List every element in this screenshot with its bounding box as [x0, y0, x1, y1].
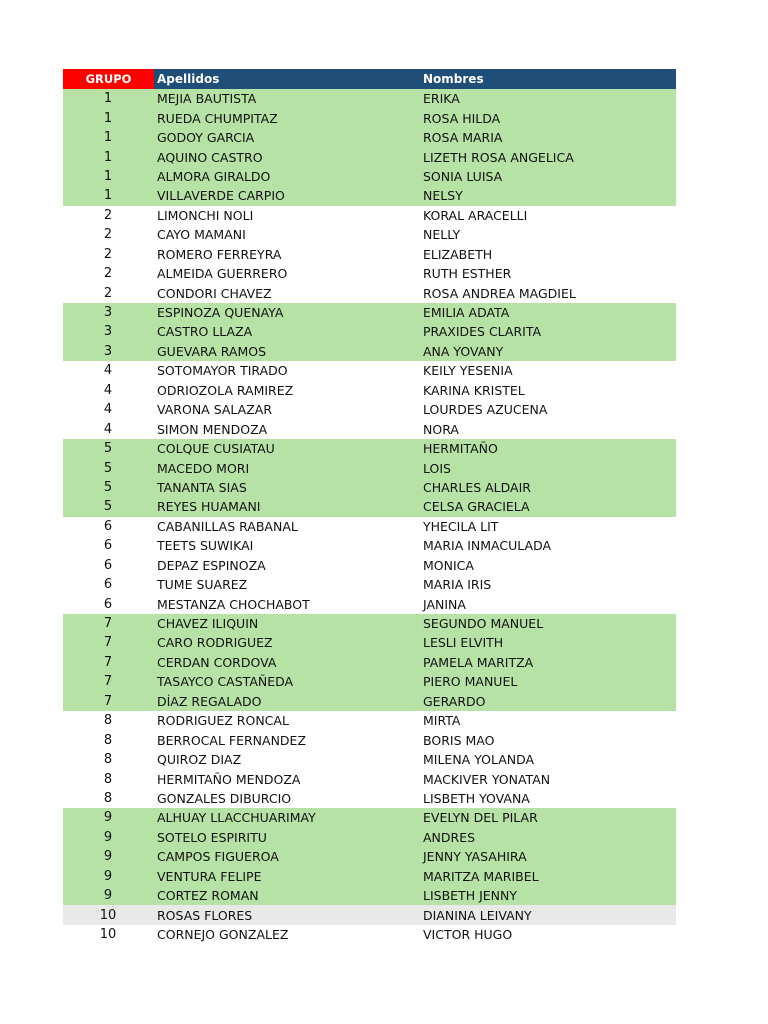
cell-apellidos: ODRIOZOLA RAMIREZ	[157, 382, 294, 398]
cell-apellidos: CERDAN CORDOVA	[157, 654, 277, 670]
table-row	[63, 769, 676, 788]
cell-grupo: 4	[103, 421, 113, 437]
cell-grupo: 2	[103, 246, 113, 262]
cell-grupo: 8	[103, 771, 113, 787]
table-row	[63, 167, 676, 186]
cell-nombres: MARITZA MARIBEL	[423, 868, 539, 884]
cell-nombres: LOIS	[423, 460, 451, 476]
cell-nombres: MACKIVER YONATAN	[423, 771, 551, 787]
cell-nombres: ELIZABETH	[423, 246, 493, 262]
header-nombres: Nombres	[420, 69, 676, 89]
cell-apellidos: BERROCAL FERNANDEZ	[157, 732, 307, 748]
cell-grupo: 6	[103, 518, 113, 534]
cell-apellidos: ALMORA GIRALDO	[157, 168, 271, 184]
cell-nombres: LISBETH YOVANA	[423, 790, 530, 806]
cell-nombres: LISBETH JENNY	[423, 888, 517, 904]
cell-grupo: 7	[103, 635, 113, 651]
cell-apellidos: CARO RODRIGUEZ	[157, 635, 273, 651]
cell-grupo: 4	[103, 382, 113, 398]
cell-grupo: 8	[103, 713, 113, 729]
cell-nombres: LIZETH ROSA ANGELICA	[423, 149, 574, 165]
cell-apellidos: GODOY GARCIA	[157, 130, 255, 146]
cell-grupo: 6	[103, 596, 113, 612]
cell-grupo: 5	[103, 499, 113, 515]
cell-nombres: EVELYN DEL PILAR	[423, 810, 538, 826]
table-header	[63, 69, 676, 89]
table-row	[63, 458, 676, 477]
table-row	[63, 594, 676, 613]
table-row	[63, 867, 676, 886]
table-body	[63, 89, 676, 944]
table-row	[63, 614, 676, 633]
table-row	[63, 750, 676, 769]
cell-nombres: RUTH ESTHER	[423, 266, 512, 282]
cell-apellidos: ALHUAY LLACCHUARIMAY	[157, 810, 316, 826]
cell-apellidos: COLQUE CUSIATAU	[157, 441, 275, 457]
cell-apellidos: ROMERO FERREYRA	[157, 246, 282, 262]
table-row	[63, 653, 676, 672]
cell-nombres: PAMELA MARITZA	[423, 654, 534, 670]
table-row	[63, 381, 676, 400]
table-row	[63, 905, 676, 924]
cell-nombres: HERMITAÑO	[423, 441, 498, 457]
cell-nombres: SONIA LUISA	[423, 168, 503, 184]
cell-nombres: GERARDO	[423, 693, 486, 709]
cell-grupo: 5	[103, 460, 113, 476]
cell-nombres: ROSA MARIA	[423, 130, 503, 146]
table-row	[63, 186, 676, 205]
cell-nombres: JANINA	[423, 596, 466, 612]
cell-nombres: ROSA HILDA	[423, 110, 501, 126]
cell-nombres: ROSA ANDREA MAGDIEL	[423, 285, 576, 301]
cell-grupo: 1	[103, 149, 113, 165]
cell-apellidos: DEPAZ ESPINOZA	[157, 557, 266, 573]
cell-apellidos: CORTEZ ROMAN	[157, 888, 259, 904]
table-row	[63, 730, 676, 749]
table-row	[63, 536, 676, 555]
cell-apellidos: CABANILLAS RABANAL	[157, 518, 298, 534]
cell-grupo: 6	[103, 538, 113, 554]
table-row	[63, 633, 676, 652]
cell-nombres: MARIA IRIS	[423, 577, 492, 593]
table-row	[63, 556, 676, 575]
cell-apellidos: ALMEIDA GUERRERO	[157, 266, 288, 282]
cell-apellidos: RODRIGUEZ RONCAL	[157, 713, 289, 729]
cell-grupo: 7	[103, 616, 113, 632]
cell-apellidos: VENTURA FELIPE	[157, 868, 262, 884]
cell-apellidos: CORNEJO GONZALEZ	[157, 927, 289, 943]
cell-nombres: LESLI ELVITH	[423, 635, 504, 651]
cell-apellidos: ESPINOZA QUENAYA	[157, 305, 284, 321]
cell-grupo: 10	[99, 907, 117, 923]
cell-apellidos: MESTANZA CHOCHABOT	[157, 596, 310, 612]
cell-grupo: 4	[103, 402, 113, 418]
table-row	[63, 322, 676, 341]
cell-nombres: VICTOR HUGO	[423, 927, 513, 943]
cell-grupo: 7	[103, 674, 113, 690]
cell-apellidos: LIMONCHI NOLI	[157, 207, 254, 223]
cell-nombres: JENNY YASAHIRA	[423, 849, 527, 865]
table-row	[63, 808, 676, 827]
cell-grupo: 1	[103, 130, 113, 146]
cell-grupo: 2	[103, 207, 113, 223]
cell-nombres: MIRTA	[423, 713, 461, 729]
cell-apellidos: VILLAVERDE CARPIO	[157, 188, 285, 204]
cell-nombres: EMILIA ADATA	[423, 305, 510, 321]
table-row	[63, 283, 676, 302]
table-row	[63, 264, 676, 283]
cell-apellidos: TASAYCO CASTAÑEDA	[157, 674, 294, 690]
cell-grupo: 10	[99, 927, 117, 943]
cell-grupo: 5	[103, 441, 113, 457]
cell-grupo: 9	[103, 849, 113, 865]
cell-grupo: 3	[103, 305, 113, 321]
cell-grupo: 8	[103, 732, 113, 748]
cell-grupo: 3	[103, 324, 113, 340]
cell-nombres: MARIA INMACULADA	[423, 538, 552, 554]
cell-nombres: PIERO MANUEL	[423, 674, 518, 690]
cell-nombres: ANA YOVANY	[423, 343, 504, 359]
cell-apellidos: CHAVEZ ILIQUIN	[157, 616, 259, 632]
cell-grupo: 8	[103, 790, 113, 806]
cell-apellidos: GUEVARA RAMOS	[157, 343, 267, 359]
cell-apellidos: AQUINO CASTRO	[157, 149, 263, 165]
cell-apellidos: CAMPOS FIGUEROA	[157, 849, 279, 865]
cell-apellidos: HERMITAÑO MENDOZA	[157, 771, 301, 787]
cell-apellidos: RUEDA CHUMPITAZ	[157, 110, 278, 126]
cell-nombres: NORA	[423, 421, 459, 437]
table-row	[63, 575, 676, 594]
table-row	[63, 342, 676, 361]
table-row	[63, 361, 676, 380]
cell-nombres: CHARLES ALDAIR	[423, 479, 531, 495]
cell-apellidos: QUIROZ DIAZ	[157, 752, 242, 768]
cell-nombres: DIANINA LEIVANY	[423, 907, 532, 923]
cell-grupo: 1	[103, 110, 113, 126]
cell-nombres: BORIS MAO	[423, 732, 495, 748]
cell-grupo: 9	[103, 829, 113, 845]
cell-grupo: 7	[103, 693, 113, 709]
cell-apellidos: TUME SUAREZ	[157, 577, 248, 593]
table-row	[63, 128, 676, 147]
cell-nombres: MONICA	[423, 557, 474, 573]
group-table	[63, 69, 676, 944]
table-row	[63, 672, 676, 691]
table-row	[63, 439, 676, 458]
cell-nombres: KORAL ARACELLI	[423, 207, 528, 223]
cell-grupo: 2	[103, 266, 113, 282]
cell-apellidos: TANANTA SIAS	[157, 479, 247, 495]
cell-nombres: SEGUNDO MANUEL	[423, 616, 544, 632]
table-row	[63, 925, 676, 944]
table-row	[63, 303, 676, 322]
cell-grupo: 8	[103, 752, 113, 768]
cell-grupo: 1	[103, 188, 113, 204]
table-row	[63, 828, 676, 847]
table-row	[63, 847, 676, 866]
cell-apellidos: GONZALES DIBURCIO	[157, 790, 292, 806]
cell-grupo: 4	[103, 363, 113, 379]
cell-apellidos: DÍAZ REGALADO	[157, 693, 262, 709]
cell-apellidos: MACEDO MORI	[157, 460, 250, 476]
cell-apellidos: TEETS SUWIKAI	[157, 538, 254, 554]
cell-nombres: PRAXIDES CLARITA	[423, 324, 542, 340]
table-row	[63, 245, 676, 264]
cell-nombres: MILENA YOLANDA	[423, 752, 535, 768]
cell-grupo: 1	[103, 168, 113, 184]
cell-apellidos: CONDORI CHAVEZ	[157, 285, 272, 301]
cell-grupo: 6	[103, 577, 113, 593]
table-row	[63, 886, 676, 905]
cell-apellidos: ROSAS FLORES	[157, 907, 253, 923]
cell-nombres: ANDRES	[423, 829, 476, 845]
header-apellidos: Apellidos	[154, 69, 420, 89]
table-row	[63, 400, 676, 419]
cell-grupo: 9	[103, 888, 113, 904]
cell-nombres: NELLY	[423, 227, 461, 243]
cell-apellidos: VARONA SALAZAR	[157, 402, 273, 418]
table-row	[63, 478, 676, 497]
table-row	[63, 419, 676, 438]
cell-apellidos: CASTRO LLAZA	[157, 324, 253, 340]
table-row	[63, 517, 676, 536]
cell-grupo: 2	[103, 227, 113, 243]
cell-grupo: 6	[103, 557, 113, 573]
cell-grupo: 1	[103, 91, 113, 107]
table-row	[63, 225, 676, 244]
cell-apellidos: REYES HUAMANI	[157, 499, 261, 515]
header-grupo: GRUPO	[63, 69, 154, 89]
cell-apellidos: SIMON MENDOZA	[157, 421, 268, 437]
cell-nombres: KEILY YESENIA	[423, 363, 513, 379]
table-row	[63, 89, 676, 108]
cell-nombres: NELSY	[423, 188, 463, 204]
cell-grupo: 3	[103, 343, 113, 359]
cell-apellidos: MEJIA BAUTISTA	[157, 91, 257, 107]
cell-grupo: 9	[103, 810, 113, 826]
table-row	[63, 497, 676, 516]
cell-nombres: KARINA KRISTEL	[423, 382, 525, 398]
cell-apellidos: SOTOMAYOR TIRADO	[157, 363, 288, 379]
cell-nombres: LOURDES AZUCENA	[423, 402, 548, 418]
cell-grupo: 9	[103, 868, 113, 884]
cell-nombres: ERIKA	[423, 91, 460, 107]
table-row	[63, 692, 676, 711]
table-row	[63, 711, 676, 730]
table-row	[63, 147, 676, 166]
cell-grupo: 7	[103, 654, 113, 670]
cell-grupo: 5	[103, 479, 113, 495]
table-row	[63, 108, 676, 127]
table-row	[63, 206, 676, 225]
cell-nombres: CELSA GRACIELA	[423, 499, 530, 515]
table-row	[63, 789, 676, 808]
cell-grupo: 2	[103, 285, 113, 301]
cell-apellidos: CAYO MAMANI	[157, 227, 246, 243]
cell-apellidos: SOTELO ESPIRITU	[157, 829, 267, 845]
cell-nombres: YHECILA LIT	[423, 518, 499, 534]
